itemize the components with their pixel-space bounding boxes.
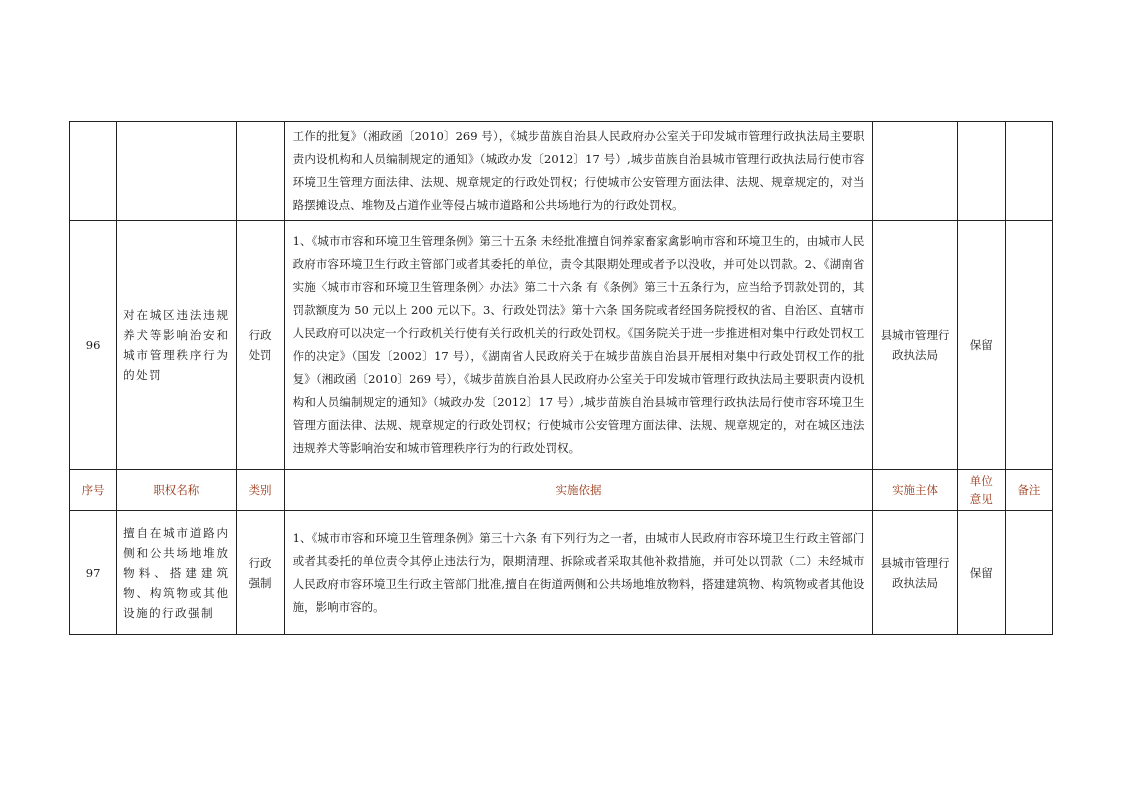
authority-table xyxy=(69,121,1053,635)
implementation-basis: 1、《城市市容和环境卫生管理条例》第三十六条 有下列行为之一者，由城市人民政府市容环境卫生行政主管部门或者其委托的单位责令其停止违法行为，限期清理、拆除或者采取其他补救措施，并可处以罚款（二）未经城市人民政府市容环境卫生行政主管部门批准,擅自在街道两侧和公共场地堆放物料，搭建建筑物、构筑物或者其他设施，影响市容的。 xyxy=(284,511,873,635)
header-subject: 实施主体 xyxy=(873,470,957,511)
header-type: 类别 xyxy=(236,470,284,511)
row-number: 97 xyxy=(70,511,117,635)
table-row xyxy=(70,221,1053,470)
implementing-body: 县城市管理行政执法局 xyxy=(873,511,957,635)
implementing-body xyxy=(873,122,957,221)
row-number: 96 xyxy=(70,221,117,470)
header-name: 职权名称 xyxy=(117,470,236,511)
authority-name: 擅自在城市道路内侧和公共场地堆放物料、搭建建筑物、构筑物或其他设施的行政强制 xyxy=(117,511,236,635)
authority-name: 对在城区违法违规养犬等影响治安和城市管理秩序行为的处罚 xyxy=(117,221,236,470)
implementing-body: 县城市管理行政执法局 xyxy=(873,221,957,470)
remark xyxy=(1005,221,1052,470)
header-opinion xyxy=(957,470,1005,511)
unit-opinion: 保留 xyxy=(957,511,1005,635)
authority-name xyxy=(117,122,236,221)
header-opinion-line1: 单位 xyxy=(969,474,993,488)
authority-type xyxy=(236,122,284,221)
authority-type: 行政强制 xyxy=(236,511,284,635)
implementation-basis: 工作的批复》（湘政函〔2010〕269 号），《城步苗族自治县人民政府办公室关于印发城市管理行政执法局主要职责内设机构和人员编制规定的通知》（城政办发〔2012〕17 号）,城步苗族自治县城市管理行政执法局行使市容环境卫生管理方面法律、法规、规章规定的行政处罚权；行使城市公安管理方面法律、法规、规章规定的，对当路摆摊设点、堆物及占道作业等侵占城市道路和公共场地行为的行政处罚权。 xyxy=(284,122,873,221)
header-basis: 实施依据 xyxy=(284,470,873,511)
header-number: 序号 xyxy=(70,470,117,511)
header-opinion-line2: 意见 xyxy=(969,492,993,506)
authority-type: 行政处罚 xyxy=(236,221,284,470)
unit-opinion: 保留 xyxy=(957,221,1005,470)
header-remark: 备注 xyxy=(1005,470,1052,511)
remark xyxy=(1005,511,1052,635)
row-number xyxy=(70,122,117,221)
table-header-row xyxy=(70,470,1053,511)
table-row xyxy=(70,122,1053,221)
implementation-basis: 1、《城市市容和环境卫生管理条例》第三十五条 未经批准擅自饲养家畜家禽影响市容和环境卫生的，由城市人民政府市容环境卫生行政主管部门或者其委托的单位，责令其限期处理或者予以没收，并可处以罚款。2、《湖南省实施〈城市市容和环境卫生管理条例〉办法》第二十六条 有《条例》第三十五条行为，应当给予罚款处罚的，其罚款额度为 50 元以上 200 元以下。3、行政处罚法》第十六条 国务院或者经国务院授权的省、自治区、直辖市人民政府可以决定一个行政机关行使有关行政机关的行政处罚权。《国务院关于进一步推进相对集中行政处罚权工作的决定》（国发〔2002〕17 号），《湖南省人民政府关于在城步苗族自治县开展相对集中行政处罚权工作的批复》（湘政函〔2010〕269 号），《城步苗族自治县人民政府办公室关于印发城市管理行政执法局主要职责内设机构和人员编制规定的通知》（城政办发〔2012〕17 号）,城步苗族自治县城市管理行政执法局行使市容环境卫生管理方面法律、法规、规章规定的行政处罚权；行使城市公安管理方面法律、法规、规章规定的，对在城区违法违规养犬等影响治安和城市管理秩序行为的行政处罚权。 xyxy=(284,221,873,470)
remark xyxy=(1005,122,1052,221)
table-row xyxy=(70,511,1053,635)
unit-opinion xyxy=(957,122,1005,221)
